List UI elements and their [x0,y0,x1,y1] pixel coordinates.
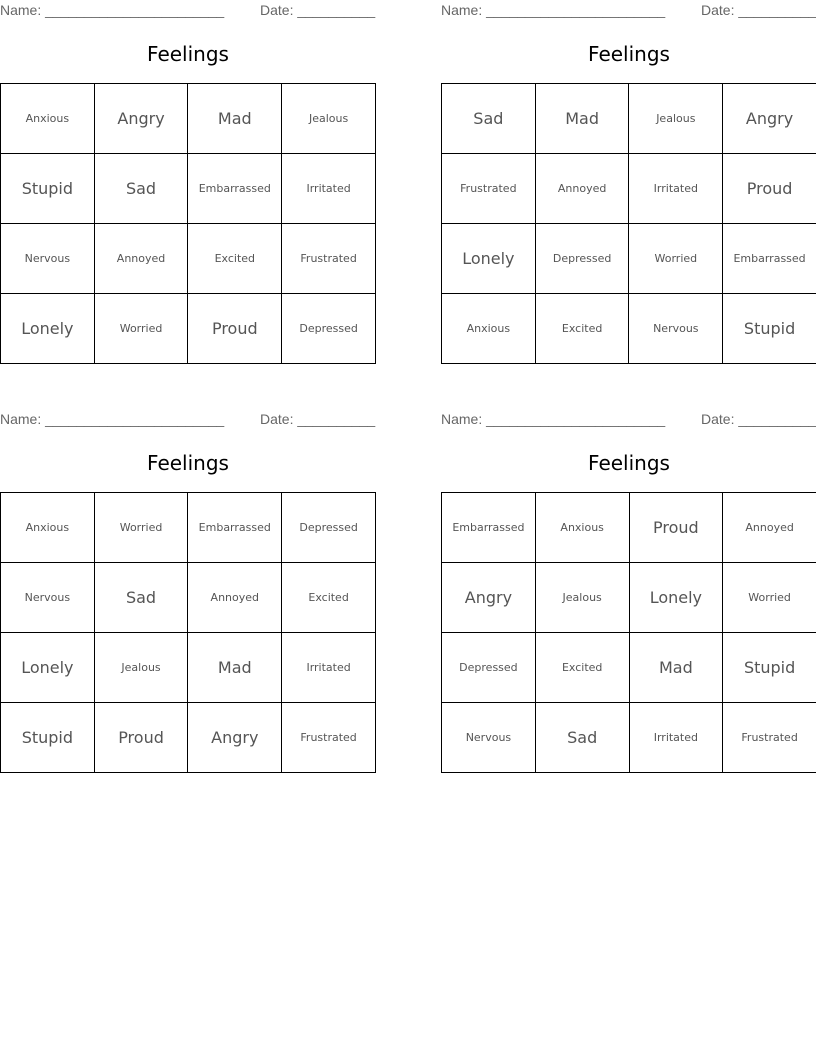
grid-cell: Sad [94,154,188,224]
grid-cell: Embarrassed [723,224,816,294]
grid-cell: Anxious [1,493,95,563]
grid-cell: Irritated [282,633,376,703]
grid-cell: Mad [535,84,629,154]
grid-cell: Nervous [629,294,723,364]
grid-cell: Mad [629,633,723,703]
grid-cell: Nervous [442,703,536,773]
grid-cell: Proud [629,493,723,563]
card-header [441,409,816,429]
grid-row [1,154,376,224]
grid-cell: Frustrated [282,224,376,294]
grid-cell: Depressed [442,633,536,703]
date-field-label: Date: __________ [260,411,376,427]
grid-cell: Sad [535,703,629,773]
grid-row [442,294,816,364]
grid-cell: Frustrated [442,154,536,224]
grid-cell: Proud [188,294,282,364]
grid-cell: Worried [723,563,816,633]
grid-cell: Angry [94,84,188,154]
name-field-label: Name: _______________________ [441,2,666,18]
grid-row [442,563,816,633]
grid-row [1,84,376,154]
card-title: Feelings [147,451,229,475]
grid-cell: Stupid [723,294,816,364]
grid-cell: Annoyed [94,224,188,294]
grid-cell: Proud [723,154,816,224]
grid-row [442,493,816,563]
grid-cell: Mad [188,633,282,703]
grid-row [442,84,816,154]
card-header [0,0,376,20]
grid-row [1,703,376,773]
grid-cell: Lonely [629,563,723,633]
grid-row [442,154,816,224]
bingo-card-4 [441,409,816,747]
grid-cell: Irritated [629,703,723,773]
grid-cell: Stupid [723,633,816,703]
grid-cell: Annoyed [535,154,629,224]
bingo-grid [0,83,376,364]
card-title: Feelings [588,42,670,66]
grid-row [442,224,816,294]
name-field-label: Name: _______________________ [0,411,225,427]
grid-cell: Angry [442,563,536,633]
grid-cell: Mad [188,84,282,154]
date-field-label: Date: __________ [701,411,816,427]
card-header [0,409,376,429]
grid-cell: Embarrassed [188,154,282,224]
grid-cell: Depressed [535,224,629,294]
grid-cell: Excited [535,294,629,364]
grid-cell: Worried [94,493,188,563]
card-header [441,0,816,20]
name-field-label: Name: _______________________ [0,2,225,18]
bingo-grid [441,83,816,364]
grid-cell: Frustrated [723,703,816,773]
grid-row [442,633,816,703]
grid-cell: Jealous [535,563,629,633]
grid-row [1,563,376,633]
grid-cell: Annoyed [188,563,282,633]
grid-row [1,633,376,703]
bingo-card-3 [0,409,376,747]
grid-cell: Jealous [629,84,723,154]
grid-cell: Embarrassed [442,493,536,563]
grid-cell: Lonely [442,224,536,294]
grid-row [1,493,376,563]
grid-cell: Anxious [535,493,629,563]
grid-cell: Excited [535,633,629,703]
grid-cell: Lonely [1,633,95,703]
grid-cell: Jealous [282,84,376,154]
bingo-card-2 [441,0,816,338]
grid-row [442,703,816,773]
grid-cell: Lonely [1,294,95,364]
grid-cell: Sad [442,84,536,154]
grid-cell: Worried [94,294,188,364]
grid-cell: Excited [188,224,282,294]
grid-cell: Proud [94,703,188,773]
grid-cell: Stupid [1,703,95,773]
grid-cell: Nervous [1,563,95,633]
bingo-grid [0,492,376,773]
grid-cell: Stupid [1,154,95,224]
grid-cell: Irritated [629,154,723,224]
grid-cell: Depressed [282,294,376,364]
grid-cell: Anxious [442,294,536,364]
card-title: Feelings [147,42,229,66]
grid-cell: Irritated [282,154,376,224]
grid-cell: Anxious [1,84,95,154]
card-title: Feelings [588,451,670,475]
grid-cell: Angry [723,84,816,154]
grid-cell: Excited [282,563,376,633]
grid-cell: Angry [188,703,282,773]
date-field-label: Date: __________ [701,2,816,18]
date-field-label: Date: __________ [260,2,376,18]
grid-row [1,224,376,294]
grid-cell: Annoyed [723,493,816,563]
bingo-card-1 [0,0,376,338]
grid-cell: Embarrassed [188,493,282,563]
grid-cell: Frustrated [282,703,376,773]
grid-row [1,294,376,364]
bingo-grid [441,492,816,773]
name-field-label: Name: _______________________ [441,411,666,427]
grid-cell: Sad [94,563,188,633]
grid-cell: Nervous [1,224,95,294]
grid-cell: Jealous [94,633,188,703]
grid-cell: Depressed [282,493,376,563]
grid-cell: Worried [629,224,723,294]
